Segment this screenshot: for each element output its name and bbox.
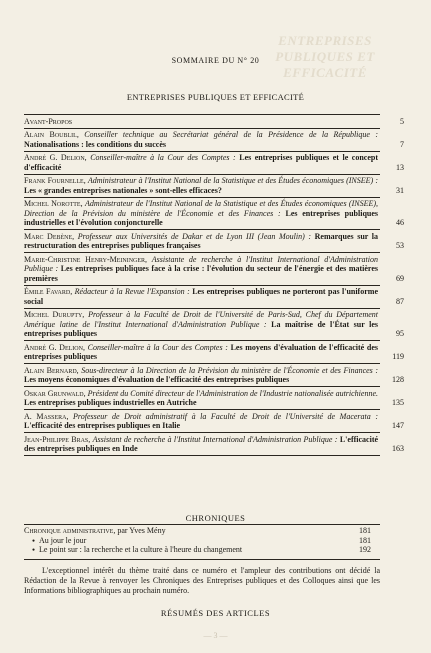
toc-entry [24,341,404,364]
entry-author-role: Assistante de recherche à l'Institut International d'Administration Publique : [24,254,378,273]
page-number: 13 [396,162,404,172]
page-number: 5 [400,116,404,126]
page-title: ENTREPRISES PUBLIQUES ET EFFICACITÉ [126,92,305,102]
toc-entry-text [24,366,380,385]
entry-author-role: Conseiller-maître à la Cour des Comptes : [87,342,228,352]
entry-author-role: Rédacteur à la Revue l'Expansion : [74,287,190,296]
toc-entry-text [24,232,380,251]
entry-author-role: Professeur aux Universités de Dakar et de Lyon III (Jean Moulin) : [77,231,312,241]
entry-article-title: Les entreprises publiques ne porteront pas l'uniforme social [24,287,378,306]
divider [24,555,380,560]
page-folio: — 3 — [203,631,228,640]
toc-entry-text [24,117,380,127]
toc-entry [24,309,404,342]
toc-entry-text [24,310,380,339]
resumes-heading: RÉSUMÉS DES ARTICLES [160,608,271,618]
page-number: 31 [396,185,404,195]
chroniques-list [24,524,380,560]
toc-entry-text [24,389,380,408]
toc-entry [24,198,404,231]
entry-author: Michel Durupty, [24,310,85,319]
toc-entry [24,115,404,129]
entry-article-title: Nationalisations : les conditions du succès [24,139,167,149]
entry-author: Oskar Grunwald, [24,388,86,398]
entry-article-title: Les entreprises publiques et le concept d'efficacité [24,153,378,172]
page-number: 87 [396,296,404,306]
list-item [24,545,380,555]
entry-author: Michel Norotte, [24,199,83,208]
entry-author: A. Massera, [24,411,69,421]
page-number: 69 [396,273,404,283]
entry-author-role: Assistant de recherche à l'Institut International d'Administration Publique : [92,434,338,444]
entry-article-title: Remarques sur la restructuration des entreprises publiques françaises [24,231,379,250]
toc-entry [24,230,404,253]
chronique-sub-label: Au jour le jour [39,535,87,545]
entry-author-role: Sous-directeur à la Direction de la Prévision du ministère de l'Économie et des Finances : [81,365,378,375]
entry-author: Marie-Christine Henry-Meininger, [24,254,148,264]
chroniques-heading: CHRONIQUES [185,513,246,523]
toc-entry-text [24,412,380,431]
entry-author: Émile Favard, [24,287,73,296]
page-number: 181 [359,526,371,535]
toc-entry [24,286,404,309]
entry-author: André G. Delion, [24,153,87,162]
show-through-text: ENTREPRISES PUBLIQUES ET EFFICACITÉ [275,33,375,80]
entry-author: Alain Bernard, [24,365,79,375]
toc-entry-text [24,199,380,228]
page-number: 181 [359,535,371,545]
entry-article-title: L'efficacité des entreprises publiques en Italie [24,421,181,430]
toc-entry-text [24,287,380,306]
entry-author-role: Conseiller technique au Secrétariat général de la Présidence de la République : [84,130,378,139]
table-of-contents [24,114,404,456]
entry-author-role: Administrateur de l'Institut National de la Statistique et des Études économiques (INSEE), Direction de la Prévision du ministère de l'Économie et des Finances : [24,199,379,218]
entry-author: Frank Fournelle, [24,176,86,185]
toc-entry-text [24,153,380,172]
editorial-note: L'exceptionnel intérêt du thème traité dans ce numéro et l'ampleur des contributions ont décidé la Rédaction de la Revue à renvoyer les Chroniques des Entreprises publiques et des Colloques ainsi que les Informations bibliographiques au prochain numéro. [24,566,380,595]
entry-author-role: Administrateur à l'Institut National de la Statistique et des Études économiques (INSEE) : [87,176,379,185]
chronique-sub-label: Le point sur : la recherche et la culture à l'heure du changement [39,545,243,555]
toc-entry-text [24,435,380,454]
entry-author: André G. Delion, [24,342,85,352]
toc-entry [24,364,404,387]
entry-article-title: Les entreprises publiques face à la crise : l'évolution du secteur de l'énergie et des matières premières [24,264,378,283]
page-number: 119 [392,352,404,361]
entry-author-role: Professeur de Droit administratif à la Faculté de Droit de l'Université de Macerata : [73,411,378,421]
toc-entry [24,152,404,175]
toc-entry-text [24,176,380,195]
entry-author-role: Professeur à la Faculté de Droit de l'Université de Paris-Sud, Chef du Département Amérique latine de l'Institut International d'Administration Publique : [24,310,378,329]
toc-entry [24,253,404,286]
toc-entry [24,410,404,433]
page-number: 95 [396,329,404,338]
entry-article-title: Les entreprises publiques industrielles en Autriche [24,398,197,407]
toc-entry-text [24,343,380,362]
entry-article-title: La maîtrise de l'État sur les entreprises publiques [24,319,379,338]
toc-entry [24,129,404,152]
toc-entry [24,175,404,198]
issue-heading: SOMMAIRE DU N° 20 [171,56,260,65]
page-number: 163 [392,444,404,453]
chronique-author: par Yves Mény [117,526,166,535]
page-number: 128 [392,375,404,384]
page-number: 135 [392,398,404,407]
entry-author: Marc Debène, [24,231,75,241]
entry-author: Jean-Philippe Bras, [24,434,91,444]
toc-entry [24,387,404,410]
page-number: 147 [392,421,404,430]
page-number: 192 [359,545,371,555]
entry-article-title: Les entreprises publiques industrielles et l'évolution conjoncturelle [24,208,379,227]
entry-author: Alain Boublil, [24,130,79,139]
entry-article-title: Les moyens économiques d'évaluation de l'efficacité des entreprises publiques [24,375,290,384]
page-number: 53 [396,241,404,250]
entry-author: Avant-Propos [24,116,73,126]
toc-entry-text [24,130,380,149]
entry-article-title: Les moyens d'évaluation de l'efficacité des entreprises publiques [24,342,378,361]
page-number: 7 [400,139,404,149]
entry-article-title: L'efficacité des entreprises publiques en Inde [24,434,379,453]
entry-article-title: Les « grandes entreprises nationales » sont-elles efficaces? [24,185,222,195]
page-number: 46 [396,218,404,227]
toc-entry [24,433,404,456]
list-item [24,526,380,536]
toc-entry-text [24,255,380,284]
entry-author-role: Conseiller-maître à la Cour des Comptes : [90,153,236,162]
entry-author-role: Président du Comité directeur de l'Administration de l'Industrie nationalisée autrichienne. [87,388,378,398]
list-item [24,536,380,546]
chronique-label: Chronique administrative, [24,526,116,535]
